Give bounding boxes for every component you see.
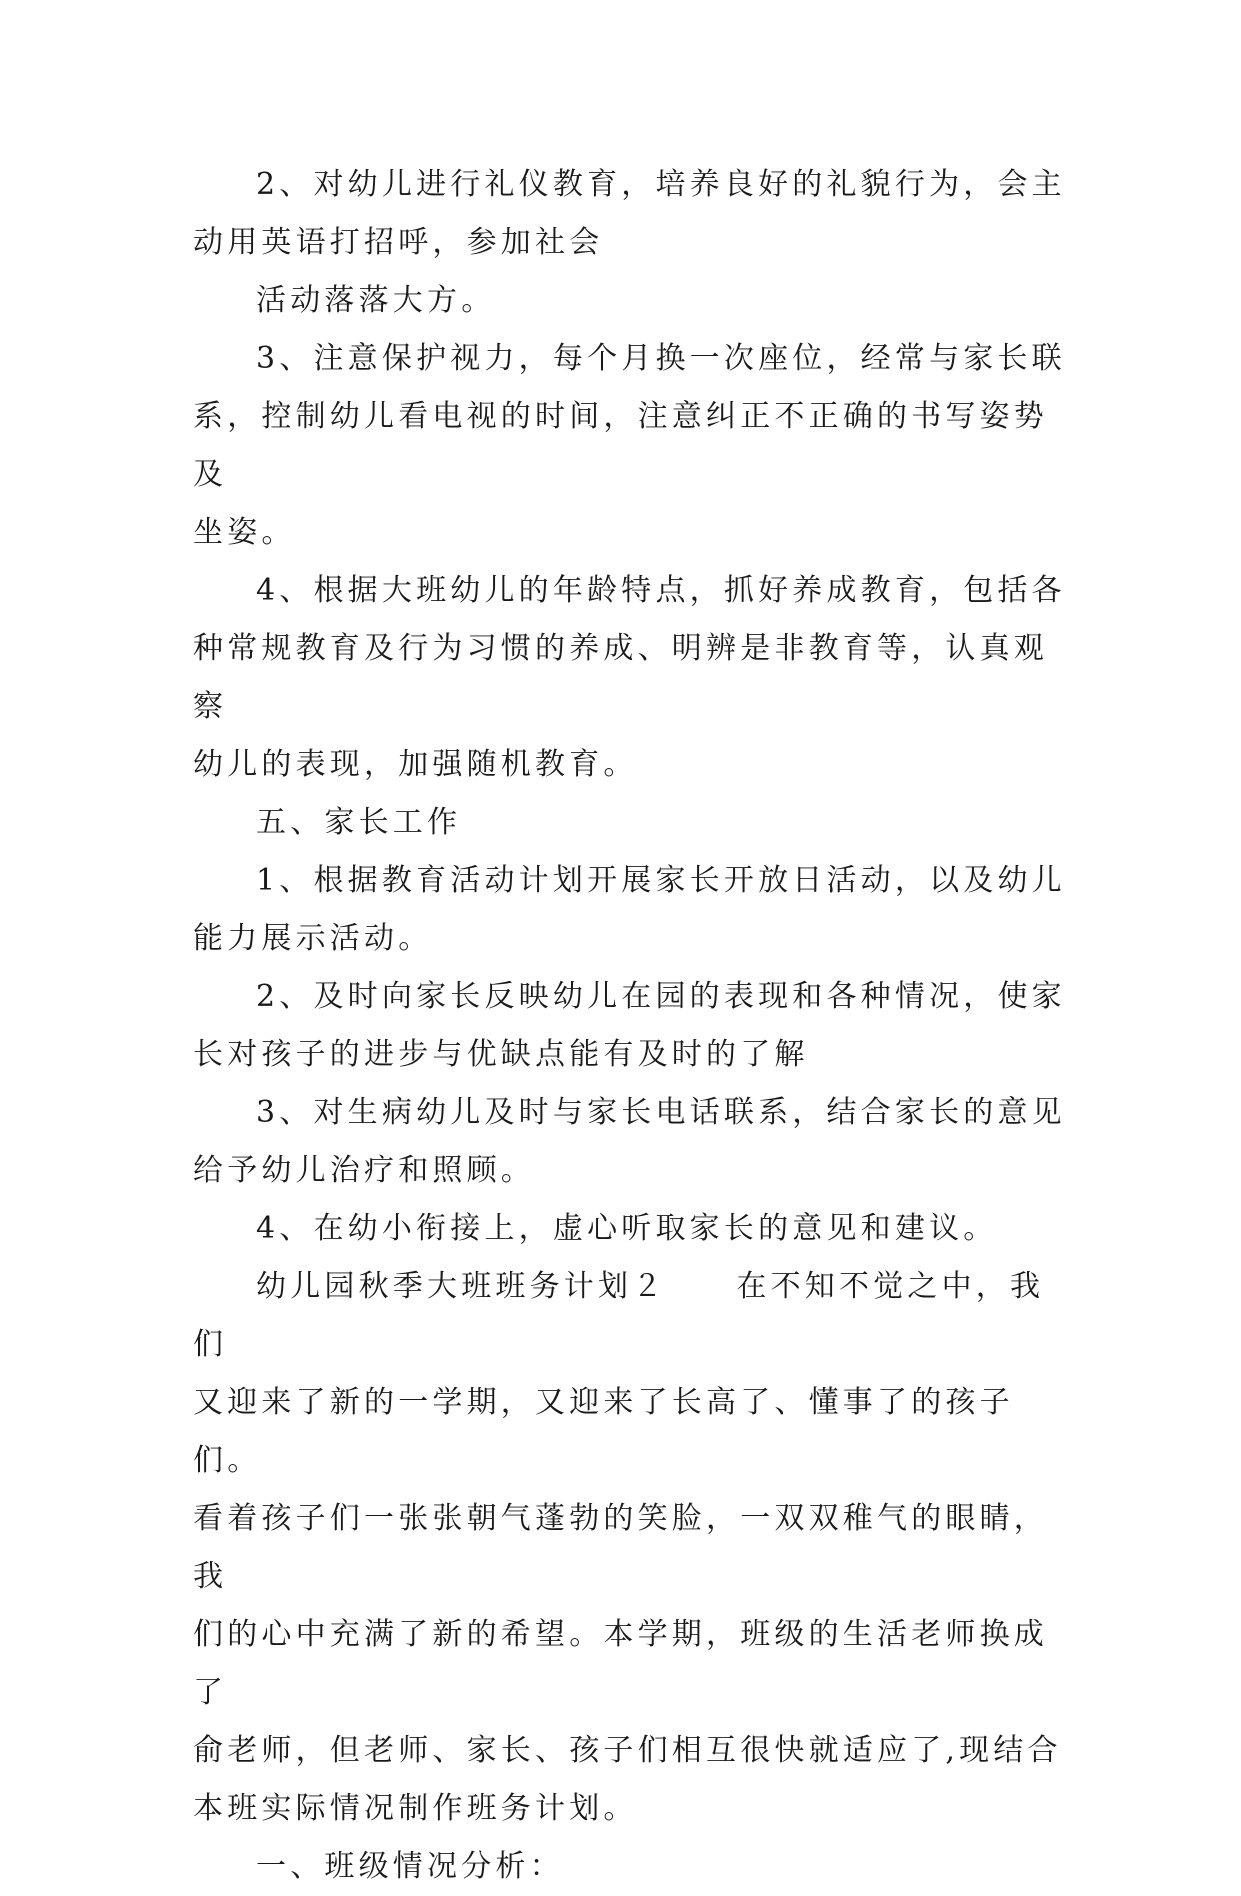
text-line: 坐姿。 <box>193 515 296 550</box>
paragraph-habits <box>193 562 1073 794</box>
text-line: 们的心中充满了新的希望。本学期，班级的生活老师换成了 <box>193 1617 1048 1710</box>
text-line: 3、注意保护视力，每个月换一次座位，经常与家长联 <box>256 341 1066 376</box>
text-line: 活动落落大方。 <box>256 283 496 318</box>
text-line: 在不知不觉之中，我们 <box>193 1269 1045 1362</box>
section-heading-parents <box>193 794 1073 852</box>
paragraph-feedback <box>193 968 1073 1084</box>
plan-title: 幼儿园秋季大班班务计划２ <box>256 1269 667 1304</box>
text-line: 能力展示活动。 <box>193 921 433 956</box>
text-line: 五、家长工作 <box>256 805 462 840</box>
paragraph-open-day <box>193 852 1073 968</box>
text-line: 1、根据教育活动计划开展家长开放日活动，以及幼儿 <box>256 863 1066 898</box>
text-line: 看着孩子们一张张朝气蓬勃的笑脸，一双双稚气的眼睛，我 <box>193 1501 1048 1594</box>
text-line: 2、及时向家长反映幼儿在园的表现和各种情况，使家 <box>256 979 1066 1014</box>
paragraph-eyesight <box>193 330 1073 562</box>
text-line: 俞老师，但老师、家长、孩子们相互很快就适应了,现结合 <box>193 1733 1062 1768</box>
document-body <box>193 156 1073 1896</box>
paragraph-etiquette-cont <box>193 272 1073 330</box>
paragraph-plan-2 <box>193 1258 1073 1838</box>
text-line: 本班实际情况制作班务计划。 <box>193 1791 638 1826</box>
text-line: 4、在幼小衔接上，虚心听取家长的意见和建议。 <box>256 1211 998 1246</box>
paragraph-transition <box>193 1200 1073 1258</box>
section-heading-class-analysis <box>193 1838 1073 1896</box>
text-line: 给予幼儿治疗和照顾。 <box>193 1153 535 1188</box>
text-line: 长对孩子的进步与优缺点能有及时的了解 <box>193 1037 809 1072</box>
text-line: 动用英语打招呼，参加社会 <box>193 225 604 260</box>
text-line: 一、班级情况分析： <box>256 1849 564 1884</box>
text-line: 系，控制幼儿看电视的时间，注意纠正不正确的书写姿势及 <box>193 399 1048 492</box>
text-line: 2、对幼儿进行礼仪教育，培养良好的礼貌行为，会主 <box>256 167 1066 202</box>
paragraph-illness <box>193 1084 1073 1200</box>
text-line: 又迎来了新的一学期，又迎来了长高了、懂事了的孩子们。 <box>193 1385 1014 1478</box>
text-line: 种常规教育及行为习惯的养成、明辨是非教育等，认真观察 <box>193 631 1048 724</box>
text-line: 3、对生病幼儿及时与家长电话联系，结合家长的意见 <box>256 1095 1066 1130</box>
text-line: 幼儿的表现，加强随机教育。 <box>193 747 638 782</box>
text-line: 4、根据大班幼儿的年龄特点，抓好养成教育，包括各 <box>256 573 1066 608</box>
paragraph-etiquette <box>193 156 1073 272</box>
